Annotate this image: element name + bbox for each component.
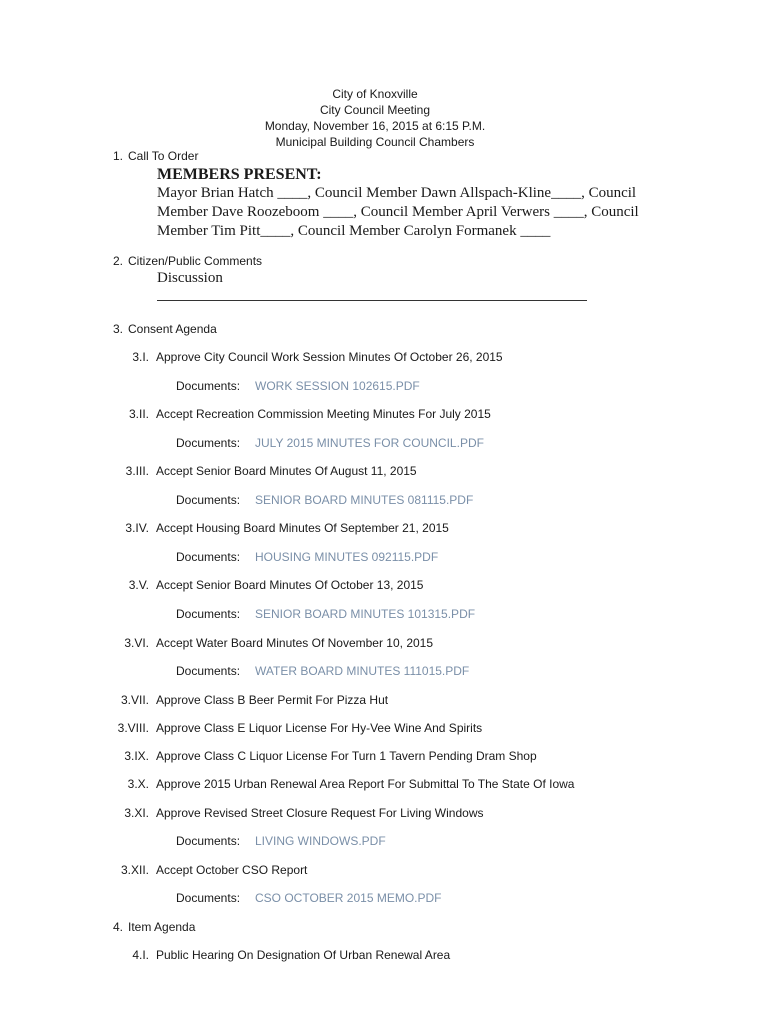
documents-label: Documents:	[176, 834, 241, 848]
item-number: 3.III.	[125, 464, 149, 478]
document-row	[176, 379, 420, 393]
item-number: 4.I.	[132, 948, 149, 962]
document-row	[176, 436, 484, 450]
item-text: Approve 2015 Urban Renewal Area Report For Submittal To The State Of Iowa	[156, 777, 575, 791]
section-citizen-comments	[103, 254, 262, 268]
agenda-item	[0, 721, 482, 735]
agenda-item	[0, 636, 433, 650]
item-number: 3.V.	[128, 578, 149, 592]
item-text: Accept Senior Board Minutes Of August 11, 2015	[156, 464, 417, 478]
agenda-item	[0, 464, 417, 478]
members-line: Mayor Brian Hatch ____, Council Member Dawn Allspach-Kline____, Council	[157, 185, 637, 201]
document-link[interactable]: LIVING WINDOWS.PDF	[255, 834, 386, 848]
item-number: 3.VII.	[120, 693, 149, 707]
members-line: Member Dave Roozeboom ____, Council Member April Verwers ____, Council	[157, 204, 639, 220]
item-number: 3.X.	[127, 777, 149, 791]
document-row	[176, 664, 469, 678]
agenda-item	[0, 948, 450, 962]
agenda-item	[0, 863, 307, 877]
item-text: Accept October CSO Report	[156, 863, 308, 877]
documents-label: Documents:	[176, 550, 241, 564]
document-row	[176, 891, 442, 905]
item-text: Approve Class C Liquor License For Turn 1 Tavern Pending Dram Shop	[156, 749, 537, 763]
item-number: 3.IX.	[124, 749, 149, 763]
documents-label: Documents:	[176, 891, 241, 905]
document-link[interactable]: CSO OCTOBER 2015 MEMO.PDF	[255, 891, 442, 905]
section-call-to-order	[103, 149, 198, 163]
members-line: Member Tim Pitt____, Council Member Carolyn Formanek ____	[157, 223, 551, 239]
document-link[interactable]: WORK SESSION 102615.PDF	[255, 379, 420, 393]
document-row	[176, 607, 475, 621]
document-row	[176, 834, 386, 848]
discussion-label: Discussion	[157, 270, 223, 286]
section-title: Call To Order	[128, 149, 199, 163]
item-number: 3.I.	[132, 350, 149, 364]
section-number: 4.	[112, 920, 123, 934]
item-number: 3.IV.	[125, 521, 149, 535]
item-text: Accept Recreation Commission Meeting Minutes For July 2015	[156, 407, 491, 421]
item-number: 3.II.	[128, 407, 149, 421]
document-link[interactable]: SENIOR BOARD MINUTES 101315.PDF	[255, 607, 476, 621]
agenda-item	[0, 350, 503, 364]
agenda-item	[0, 578, 423, 592]
section-title: Item Agenda	[128, 920, 196, 934]
city-name: City of Knoxville	[332, 87, 418, 101]
section-number: 3.	[112, 322, 123, 336]
agenda-item	[0, 806, 483, 820]
document-link[interactable]: WATER BOARD MINUTES 111015.PDF	[255, 664, 470, 678]
meeting-date: Monday, November 16, 2015 at 6:15 P.M.	[264, 119, 486, 133]
section-item-agenda	[103, 920, 195, 934]
section-title: Citizen/Public Comments	[128, 254, 263, 268]
meeting-name: City Council Meeting	[319, 103, 431, 117]
document-row	[176, 493, 473, 507]
document-row	[176, 550, 438, 564]
item-text: Approve Revised Street Closure Request For Living Windows	[156, 806, 484, 820]
documents-label: Documents:	[176, 379, 241, 393]
members-present-block	[157, 165, 639, 241]
section-title: Consent Agenda	[128, 322, 217, 336]
item-number: 3.XII.	[120, 863, 149, 877]
item-text: Approve City Council Work Session Minutes Of October 26, 2015	[156, 350, 503, 364]
item-number: 3.XI.	[124, 806, 149, 820]
section-consent-agenda	[103, 322, 217, 336]
documents-label: Documents:	[176, 664, 241, 678]
meeting-location: Municipal Building Council Chambers	[275, 135, 475, 149]
document-link[interactable]: SENIOR BOARD MINUTES 081115.PDF	[255, 493, 474, 507]
agenda-item	[0, 749, 537, 763]
document-link[interactable]: HOUSING MINUTES 092115.PDF	[255, 550, 439, 564]
item-text: Accept Senior Board Minutes Of October 13, 2015	[156, 578, 424, 592]
members-present-heading: MEMBERS PRESENT:	[157, 166, 322, 183]
item-text: Accept Water Board Minutes Of November 10, 2015	[156, 636, 434, 650]
section-number: 2.	[112, 254, 123, 268]
agenda-item	[0, 777, 574, 791]
item-text: Approve Class E Liquor License For Hy-Vee Wine And Spirits	[156, 721, 483, 735]
documents-label: Documents:	[176, 493, 241, 507]
discussion-blank-line	[157, 300, 587, 301]
item-text: Public Hearing On Designation Of Urban Renewal Area	[156, 948, 451, 962]
document-link[interactable]: JULY 2015 MINUTES FOR COUNCIL.PDF	[255, 436, 484, 450]
agenda-item	[0, 693, 388, 707]
item-number: 3.VI.	[124, 636, 149, 650]
item-text: Accept Housing Board Minutes Of September 21, 2015	[156, 521, 449, 535]
documents-label: Documents:	[176, 436, 241, 450]
item-number: 3.VIII.	[117, 721, 149, 735]
section-number: 1.	[112, 149, 123, 163]
documents-label: Documents:	[176, 607, 241, 621]
agenda-item	[0, 407, 491, 421]
document-header	[0, 86, 750, 150]
agenda-item	[0, 521, 449, 535]
item-text: Approve Class B Beer Permit For Pizza Hut	[156, 693, 389, 707]
